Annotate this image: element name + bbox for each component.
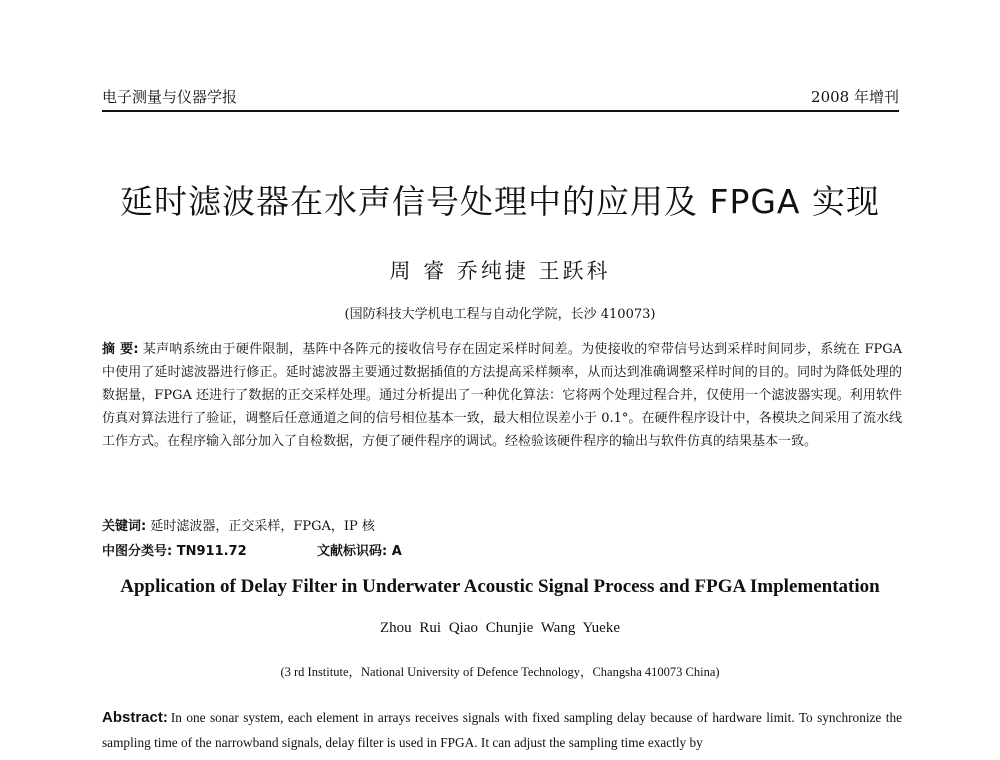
abstract-cn xyxy=(102,338,902,453)
abstract-en xyxy=(102,705,902,755)
doc-code-label: 文献标识码: xyxy=(317,544,388,559)
journal-name: 电子测量与仪器学报 xyxy=(102,88,238,106)
issue-label: 2008 年增刊 xyxy=(811,88,899,106)
keywords-text: 延时滤波器，正交采样，FPGA，IP 核 xyxy=(150,519,375,534)
abstract-en-label: Abstract: xyxy=(102,709,168,726)
clc-label: 中图分类号: xyxy=(102,544,173,559)
keywords xyxy=(102,515,902,534)
doc-code-value: A xyxy=(391,544,402,559)
affiliation-cn: (国防科技大学机电工程与自动化学院，长沙 410073) xyxy=(344,307,656,322)
paper-title-cn: 延时滤波器在水声信号处理中的应用及 FPGA 实现 xyxy=(119,182,880,221)
classification-line xyxy=(102,540,902,559)
abstract-cn-label: 摘 要: xyxy=(102,342,139,357)
affiliation-en: (3 rd Institute，National University of Defence Technology，Changsha 410073 China) xyxy=(280,665,720,679)
authors-cn: 周 睿 乔纯捷 王跃科 xyxy=(389,259,611,283)
running-header xyxy=(102,86,899,112)
abstract-en-text: In one sonar system, each element in arrays receives signals with fixed sampling delay because of hardware limit. To synchronize the sampling time of the narrowband signals, delay filter is used in FPGA. It can adjust the sampling time exactly by xyxy=(102,710,902,750)
doc-code xyxy=(317,540,402,559)
abstract-cn-text: 某声呐系统由于硬件限制，基阵中各阵元的接收信号存在固定采样时间差。为使接收的窄带信号达到采样时间同步，系统在 FPGA 中使用了延时滤波器进行修正。延时滤波器主要通过数据插值的方法提高采样频率，从而达到准确调整采样时间的目的。同时为降低处理的数据量，FPGA 还进行了数据的正交采样处理。通过分析提出了一种优化算法：它将两个处理过程合并，仅使用一个滤波器实现。利用软件仿真对算法进行了验证，调整后任意通道之间的信号相位基本一致，最大相位误差小于 0.1°。在硬件程序设计中，各模块之间采用了流水线工作方式。在程序输入部分加入了自检数据，方便了硬件程序的调试。经检验该硬件程序的输出与软件仿真的结果基本一致。 xyxy=(102,342,902,449)
paper-title-en: Application of Delay Filter in Underwater Acoustic Signal Process and FPGA Implementation xyxy=(120,576,880,597)
authors-en: Zhou Rui Qiao Chunjie Wang Yueke xyxy=(379,620,620,636)
clc-value: TN911.72 xyxy=(176,544,247,559)
keywords-label: 关键词: xyxy=(102,519,147,534)
